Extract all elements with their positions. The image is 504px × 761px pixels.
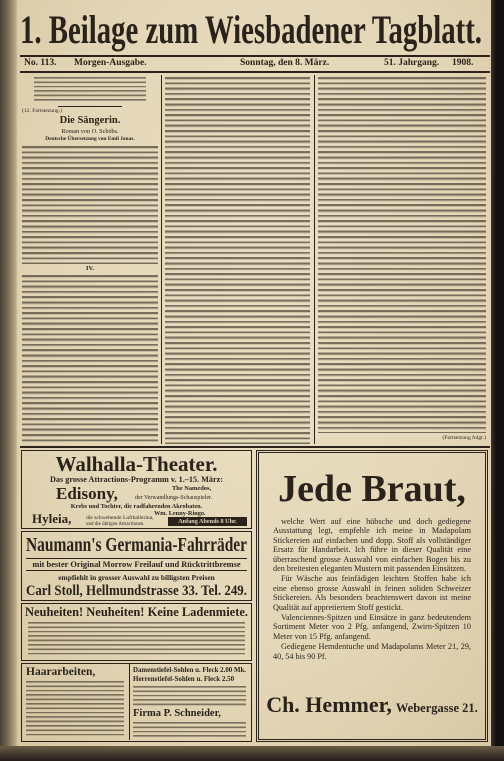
issue-year: 1908. — [452, 58, 474, 68]
naumann-dealer: Carl Stoll, Hellmundstrasse 33. Tel. 249. — [26, 583, 248, 599]
walhalla-feature-desc: die schwebende Luftballerina, — [86, 515, 154, 521]
walhalla-act: Krebs und Tochter, die radfahrenden Akrobaten. — [70, 503, 203, 510]
walhalla-name: Walhalla-Theater. — [55, 452, 218, 476]
jede-braut-paragraph: Gediegene Hemdentuche und Madapolams Meter 21, 29, 40, 54 bis 90 Pf. — [273, 642, 471, 661]
serial-translator-line — [22, 137, 158, 142]
issue-date: Sonntag, den 8. März. — [240, 58, 330, 68]
haararbeiten-ad — [21, 663, 252, 742]
sole-firm: Firma P. Schneider, — [133, 708, 221, 719]
haararbeiten-title-line — [26, 667, 126, 679]
installment-note: (12. Fortsetzung.) — [22, 108, 62, 114]
walhalla-act: The Namedos, — [172, 485, 212, 492]
serial-translator: Deutsche Übersetzung von Emil Jonas. — [45, 136, 135, 142]
walhalla-name-line — [26, 453, 247, 475]
sole-price-line — [133, 676, 246, 683]
edition-label: Morgen-Ausgabe. — [74, 58, 147, 68]
scan-bottom-edge — [0, 746, 504, 761]
naumann-feature-band — [26, 558, 247, 571]
walhalla-act: Wm. Lenny-Ringo. — [154, 510, 206, 517]
walhalla-start-time: Anfang Abends 8 Uhr. — [178, 518, 237, 525]
neuheiten-text-block — [28, 622, 245, 657]
naumann-bicycle-ad — [21, 531, 252, 601]
jede-braut-address: Webergasse 21. — [395, 701, 478, 715]
neuheiten-ad — [21, 603, 252, 661]
serial-byline-line — [22, 129, 158, 135]
jede-braut-merchant: Ch. Hemmer, — [266, 692, 392, 717]
serial-text-block — [22, 275, 158, 443]
walhalla-theater-ad — [21, 450, 252, 529]
section-separator — [20, 446, 490, 448]
jede-braut-ad — [256, 450, 488, 742]
jede-braut-body — [273, 517, 471, 662]
sole-firm-line — [133, 709, 246, 720]
serial-text-block — [318, 77, 486, 433]
masthead-title-line — [20, 7, 482, 53]
walhalla-feature: Hyleia, — [32, 511, 72, 526]
neuheiten-header: Neuheiten! Neuheiten! Keine Ladenmiete. — [25, 605, 248, 619]
motto-rule — [58, 106, 122, 107]
chapter-heading: IV. — [85, 265, 94, 272]
naumann-title-line — [26, 534, 247, 556]
jede-braut-merchant-group — [266, 693, 478, 720]
jede-braut-headline-line — [265, 469, 479, 509]
column-divider-2 — [314, 75, 315, 444]
motto-text-block — [34, 77, 146, 103]
haararbeiten-divider — [129, 664, 130, 740]
haararbeiten-text-block — [26, 681, 124, 737]
naumann-offer-line — [26, 574, 247, 581]
masthead-rule-bottom — [20, 71, 490, 73]
masthead-title: 1. Beilage zum Wiesbadener Tagblatt. — [20, 7, 483, 52]
walhalla-start-banner — [168, 517, 247, 526]
masthead-rule-top — [20, 55, 490, 57]
haararbeiten-title: Haararbeiten, — [26, 666, 96, 678]
chapter-heading-line — [22, 266, 158, 273]
sole-price: Damenstiefel-Sohlen u. Fleck 2.00 Mk. — [133, 666, 247, 674]
walhalla-act-line — [26, 504, 247, 510]
walhalla-other-acts: und die übrigen Attractionen. — [86, 522, 145, 527]
jede-braut-merchant-line — [265, 693, 479, 720]
naumann-offer: empfiehlt in grosser Auswahl zu billigsten Preisen — [58, 573, 215, 582]
serial-title-line — [22, 116, 158, 127]
neuheiten-header-line — [25, 606, 248, 619]
serial-text-block — [22, 146, 158, 264]
jede-braut-headline: Jede Braut, — [278, 468, 466, 510]
scan-right-edge — [491, 0, 504, 761]
naumann-feature: mit bester Original Morrow Freilauf und Rücktrittbremse — [32, 560, 241, 569]
jede-braut-paragraph: Valenciennes-Spitzen und Einsätze in ganz bedeutendem Sortiment Meter von 2 Pfg. anfangend, Zwirn-Spitzen 10 Meter von 15 Pfg. anfangend. — [273, 613, 471, 641]
walhalla-headliner-desc: der Verwandlungs-Schauspieler. — [135, 495, 213, 501]
sole-price: Herrenstiefel-Sohlen u. Fleck 2.50 — [133, 675, 235, 683]
continued-note: (Fortsetzung folgt.) — [442, 435, 486, 441]
serial-title: Die Sängerin. — [59, 115, 121, 126]
scan-binding-edge — [0, 0, 18, 761]
walhalla-program-line — [26, 476, 247, 484]
serial-byline: Roman von O. Schöbs. — [61, 128, 119, 135]
sole-address-block — [133, 722, 246, 737]
walhalla-headliner: Edisony, — [56, 484, 118, 503]
serial-text-block — [165, 77, 310, 444]
sole-price-line — [133, 667, 246, 674]
jede-braut-paragraph: welche Wert auf eine hübsche und doch gediegene Ausstattung legt, empfehle ich meine in Madapolam Stickereien auf einfachen und dopp. Stoff als vollständiger Ersatz für Handarbeit. Ich führe in dieser Qualität eine überraschend grosse Auswahl von einfachen Bogen bis zu den breitesten eleganten Mustern mit passenden Einsätzen. — [273, 517, 471, 574]
naumann-dealer-line — [26, 584, 247, 599]
naumann-title: Naumann's Germania-Fahrräder — [26, 534, 248, 556]
issue-number: No. 113. — [24, 58, 57, 68]
sole-text-block — [133, 686, 246, 706]
walhalla-program: Das grosse Attractions-Programm v. 1.–15. März: — [50, 475, 223, 484]
volume-label: 51. Jahrgang. — [384, 58, 440, 68]
jede-braut-paragraph: Für Wäsche aus feinfädigen leichten Stoffen habe ich eine ebenso grosse Auswahl in feinen soliden Schweizer Stickereien. Als besonders beachtenswert davon ist meine Qualität auf appretiertem Stoff gestickt. — [273, 574, 471, 612]
column-divider-1 — [161, 75, 162, 444]
